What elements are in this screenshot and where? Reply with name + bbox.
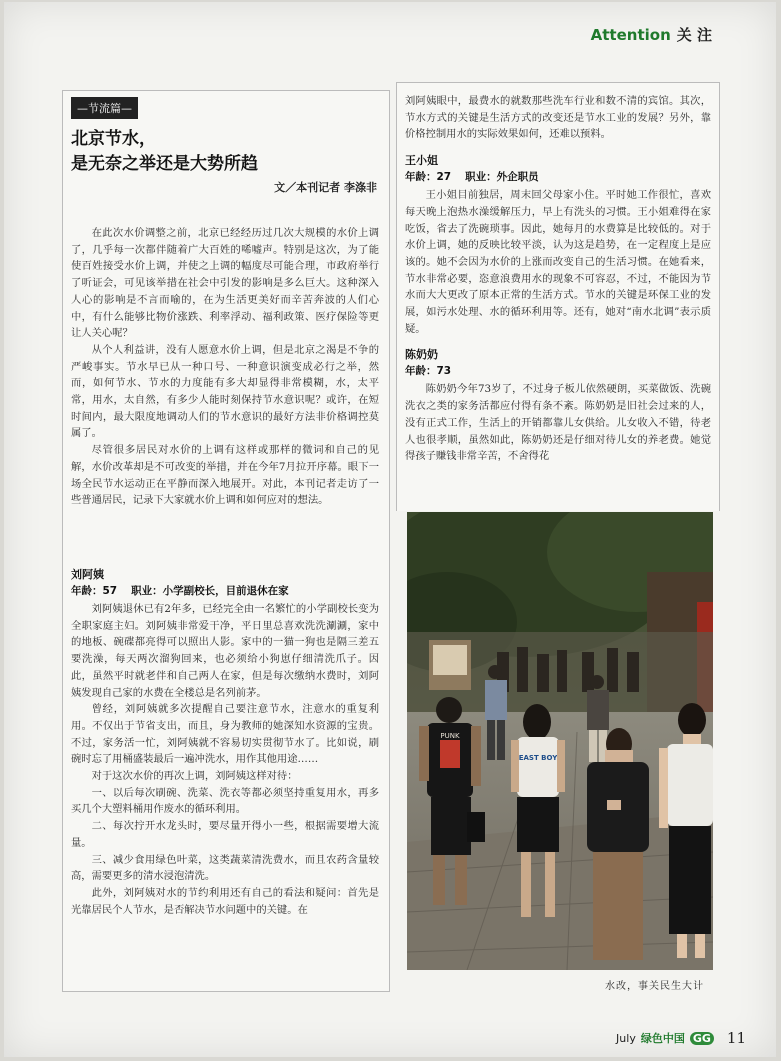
interview-paragraph: 一、以后每次刷碗、洗菜、洗衣等都必须坚持重复用水，再多买几个大塑料桶用作废水的循环利用。: [71, 786, 379, 816]
interview-paragraph: 陈奶奶今年73岁了，不过身子板儿依然硬朗，买菜做饭、洗碗洗衣之类的家务活都应付得有条不紊。陈奶奶是旧社会过来的人，没有正式工作，生活上的开销都靠儿女供给。儿女收入不错，待老人也很孝顺，虽然如此，陈奶奶还是仔细对待儿女的养老费。她觉得孩子赚钱非常辛苦，不舍得花: [405, 383, 711, 463]
header-en: Attention: [590, 26, 671, 44]
right-column-text: [405, 93, 711, 465]
article-title: [71, 127, 381, 177]
interviewee-name: 陈奶奶: [405, 348, 438, 362]
intro-paragraph: 在此次水价调整之前，北京已经经历过几次大规模的水价上调了，几乎每一次都伴随着广大百姓的唏嘘声。特别是这次，为了能使百姓接受水价上调，并使之上调的幅度尽可能合理，市政府举行了听证会，可见该举措在社会中引发的影响是多么巨大。这种深入人心的影响是不言而喻的，在为生活更美好而辛苦奔波的人们心中，有什么能够比物价涨跌、利率浮动、福利政策、医疗保险等更让人关心呢？: [71, 227, 379, 340]
interviewee-age: 年龄：27: [405, 171, 452, 184]
section-header: [591, 24, 712, 45]
interviewee-job: 职业：外企职员: [465, 171, 539, 184]
interviewee-meta: [405, 169, 711, 185]
interview-paragraph: 刘阿姨退休已有2年多，已经完全由一名繁忙的小学副校长变为全职家庭主妇。刘阿姨非常爱干净，平日里总喜欢洗洗涮涮，家中的地板、碗碟都亮得可以照出人影。家中的一猫一狗也是隔三差五要洗澡，每天两次溜狗回来，也必须给小狗崽仔细清洗爪子。因此，虽然平时就老伴和自己两人在家，但是每次缴纳水费时，刘阿姨发现自己家的水费在全楼总是名列前茅。: [71, 603, 379, 699]
intro-paragraph: 尽管很多居民对水价的上调有这样或那样的微词和自己的见解，水价改革却是不可改变的举措，并在今年7月拉开序幕。眼下一场全民节水运动正在平静而深入地展开。对此，本刊记者走访了一些普通居民，记录下大家就水价上调和如何应对的想法。: [71, 444, 379, 507]
footer-month: July: [616, 1031, 636, 1045]
interviewee-name: 王小姐: [405, 154, 438, 168]
street-photo: [407, 512, 713, 970]
continued-paragraph: 刘阿姨眼中，最费水的就数那些洗车行业和数不清的宾馆。其次，节水方式的关键是生活方式的改变还是节水工业的发展？另外，靠价格控制用水的实际效果如何，还难以预料。: [405, 95, 711, 141]
interview-paragraph: 二、每次拧开水龙头时，要尽量开得小一些，根据需要增大流量。: [71, 820, 379, 849]
page-footer: [616, 1029, 746, 1047]
section-tag: —节流篇—: [71, 97, 138, 119]
interview-paragraph: 对于这次水价的再次上调，刘阿姨这样对待：: [91, 770, 298, 783]
interviewee-age: 年龄：57: [71, 585, 118, 597]
interview-paragraph: 曾经，刘阿姨就多次提醒自己要注意节水，注意水的重复利用。不仅出于节省支出，而且，身为教师的她深知水资源的宝贵。不过，家务活一忙，刘阿姨就不容易切实贯彻节水了。比如说，刷碗时忘了用桶盛装最后一遍冲洗水，用作其他用途……: [71, 703, 379, 766]
page-number: 11: [726, 1029, 746, 1047]
photo-caption: 水改，事关民生大计: [605, 981, 704, 992]
interview-liu: [71, 567, 379, 918]
magazine-page: [4, 2, 776, 1057]
interview-paragraph: 此外，刘阿姨对水的节约利用还有自己的看法和疑问：首先是光靠居民个人节水，是否解决节水问题中的关键。在: [71, 886, 379, 916]
interviewee-meta: [405, 363, 711, 379]
byline: 文／本刊记者 李涤非: [274, 181, 377, 194]
left-column: [62, 90, 390, 992]
street-photo-illustration: [407, 512, 713, 970]
interviewee-name: 刘阿姨: [71, 568, 104, 581]
interview-paragraph: 三、减少食用绿色叶菜，这类蔬菜清洗费水，而且农药含量较高，需要更多的清水浸泡清洗。: [71, 853, 379, 883]
interviewee-age: 年龄：73: [405, 365, 452, 378]
interviewee-job: 职业：小学副校长，目前退休在家: [131, 585, 289, 597]
header-cn: 关 注: [676, 26, 712, 44]
interview-paragraph: 王小姐目前独居，周末回父母家小住。平时她工作很忙，喜欢每天晚上泡热水澡缓解压力，早上有洗头的习惯。王小姐难得在家吃饭，省去了洗碗琐事。因此，她每月的水费算是比较低的。对于水价上调，她的反映比较平淡，认为这是趋势，在一定程度上是应该的。她不会因为水价的上涨而改变自己的生活习惯。在她看来，节水非常必要，恣意浪费用水的现象不可容忍，不过，不能因为节水而大大更改了原本正常的生活方式。节水的关键是环保工业的发展，如污水处理、水的循环利用等。还有，她对“南水北调”表示质疑。: [405, 189, 711, 335]
magazine-logo: GG: [690, 1032, 714, 1045]
title-line-2: 是无奈之举还是大势所趋: [71, 154, 258, 174]
title-line-1: 北京节水，: [71, 129, 156, 149]
magazine-name: 绿色中国: [640, 1032, 685, 1045]
right-column: [396, 82, 720, 511]
intro-text: [71, 225, 379, 509]
interviewee-meta: [71, 583, 379, 599]
tshirt-text-eastboy: EAST BOY: [518, 754, 558, 762]
tshirt-text-punk: PUNK: [440, 732, 460, 740]
intro-paragraph: 从个人利益讲，没有人愿意水价上调，但是北京之渴是不争的严峻事实。节水早已从一种口号、一种意识演变成必行之举，然而，如何节水、节水的力度能有多大却显得非常模糊，水，太平常，用水，太自然，有多少人能时刻保持节水意识呢？或许，在短时间内，最大限度地调动人们的节水意识的最好方法非价格调控莫属了。: [71, 343, 379, 440]
